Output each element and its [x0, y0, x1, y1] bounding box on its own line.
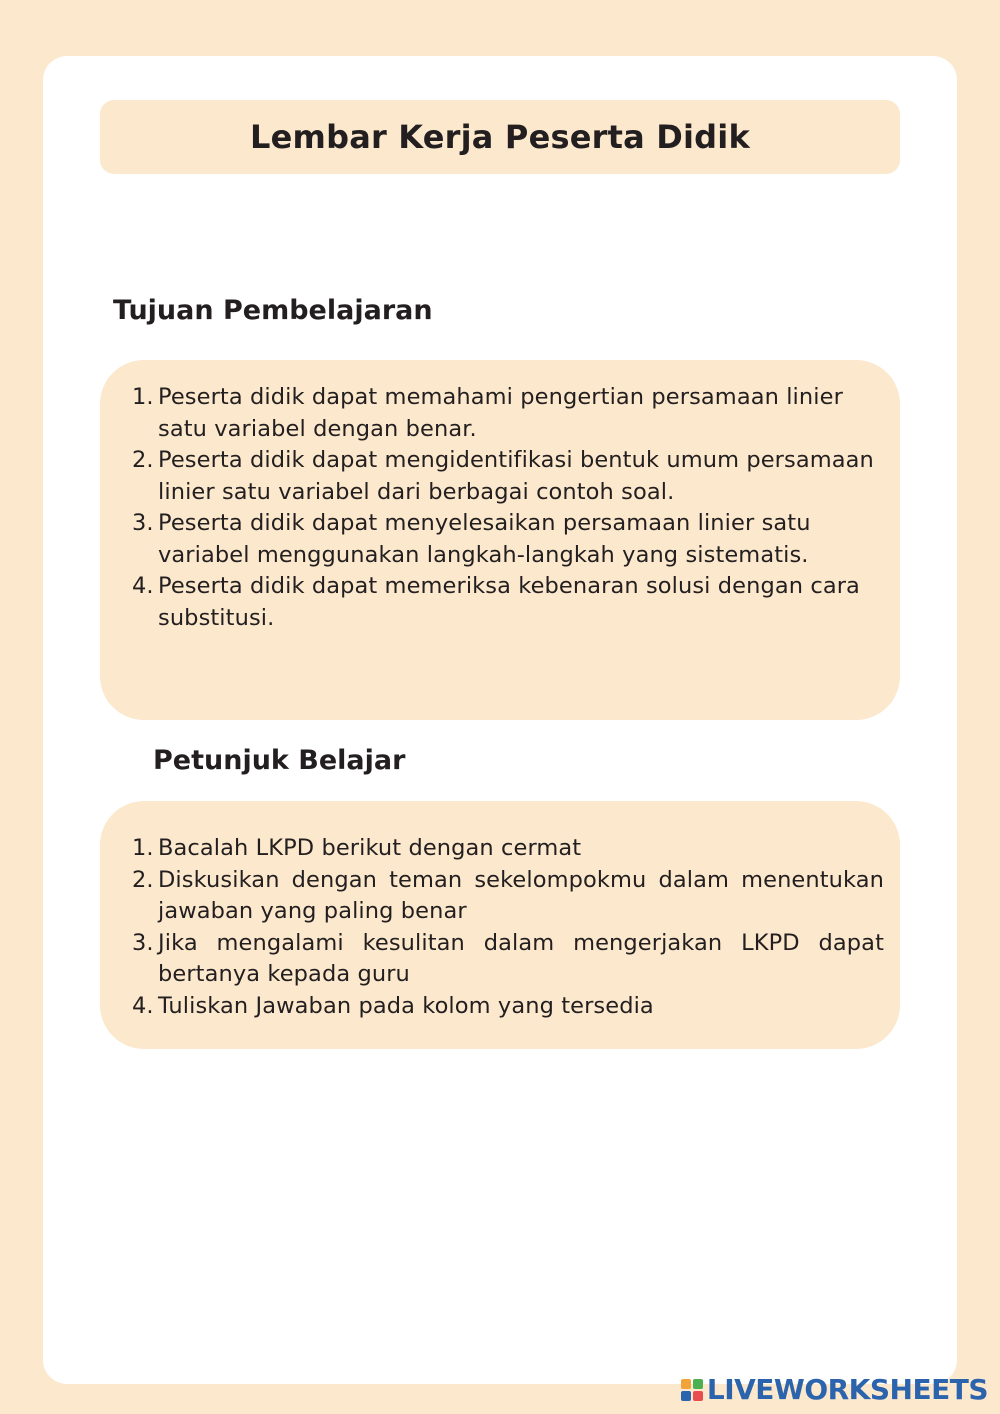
- liveworksheets-brand[interactable]: [681, 1373, 988, 1406]
- worksheet-page: [43, 56, 957, 1384]
- list-number: 4.: [132, 573, 154, 599]
- list-item: [100, 928, 884, 991]
- list-text: Jika mengalami kesulitan dalam mengerjakan LKPD dapat bertanya kepada guru: [158, 929, 884, 987]
- list-text: Bacalah LKPD berikut dengan cermat: [158, 835, 582, 861]
- tujuan-heading: Tujuan Pembelajaran: [113, 295, 433, 326]
- list-item: [100, 445, 884, 508]
- brand-wordmark: LIVEWORKSHEETS: [706, 1373, 988, 1406]
- list-item: [100, 833, 884, 865]
- list-item: [100, 571, 884, 634]
- logo-tile: [681, 1391, 691, 1401]
- list-text: Peserta didik dapat menyelesaikan persamaan linier satu variabel menggunakan langkah-langkah yang sistematis.: [158, 510, 811, 568]
- list-number: 1.: [132, 384, 154, 410]
- tujuan-list: [100, 382, 884, 634]
- list-number: 3.: [132, 510, 154, 536]
- list-text: Tuliskan Jawaban pada kolom yang tersedia: [158, 992, 654, 1019]
- list-number: 4.: [132, 992, 154, 1019]
- list-number: 3.: [132, 929, 154, 956]
- list-item: [100, 865, 884, 928]
- list-text: Peserta didik dapat memahami pengertian persamaan linier satu variabel dengan benar.: [158, 384, 843, 442]
- list-text: Peserta didik dapat mengidentifikasi bentuk umum persamaan linier satu variabel dari berbagai contoh soal.: [158, 447, 874, 505]
- tujuan-panel: [100, 360, 900, 720]
- list-text: Peserta didik dapat memeriksa kebenaran solusi dengan cara substitusi.: [158, 573, 860, 631]
- logo-tile: [681, 1379, 691, 1389]
- list-number: 2.: [132, 866, 154, 893]
- logo-tile: [693, 1379, 703, 1389]
- petunjuk-heading: Petunjuk Belajar: [153, 745, 406, 776]
- list-text: Diskusikan dengan teman sekelompokmu dalam menentukan jawaban yang paling benar: [158, 866, 884, 924]
- list-item: [100, 508, 884, 571]
- petunjuk-panel: [100, 801, 900, 1049]
- logo-tile: [693, 1391, 703, 1401]
- liveworksheets-logo-icon: [681, 1379, 703, 1401]
- list-number: 2.: [132, 447, 154, 473]
- list-number: 1.: [132, 835, 154, 861]
- page-title: Lembar Kerja Peserta Didik: [250, 118, 750, 156]
- petunjuk-list: [100, 833, 884, 1022]
- list-item: [100, 991, 884, 1023]
- title-banner: [100, 100, 900, 174]
- list-item: [100, 382, 884, 445]
